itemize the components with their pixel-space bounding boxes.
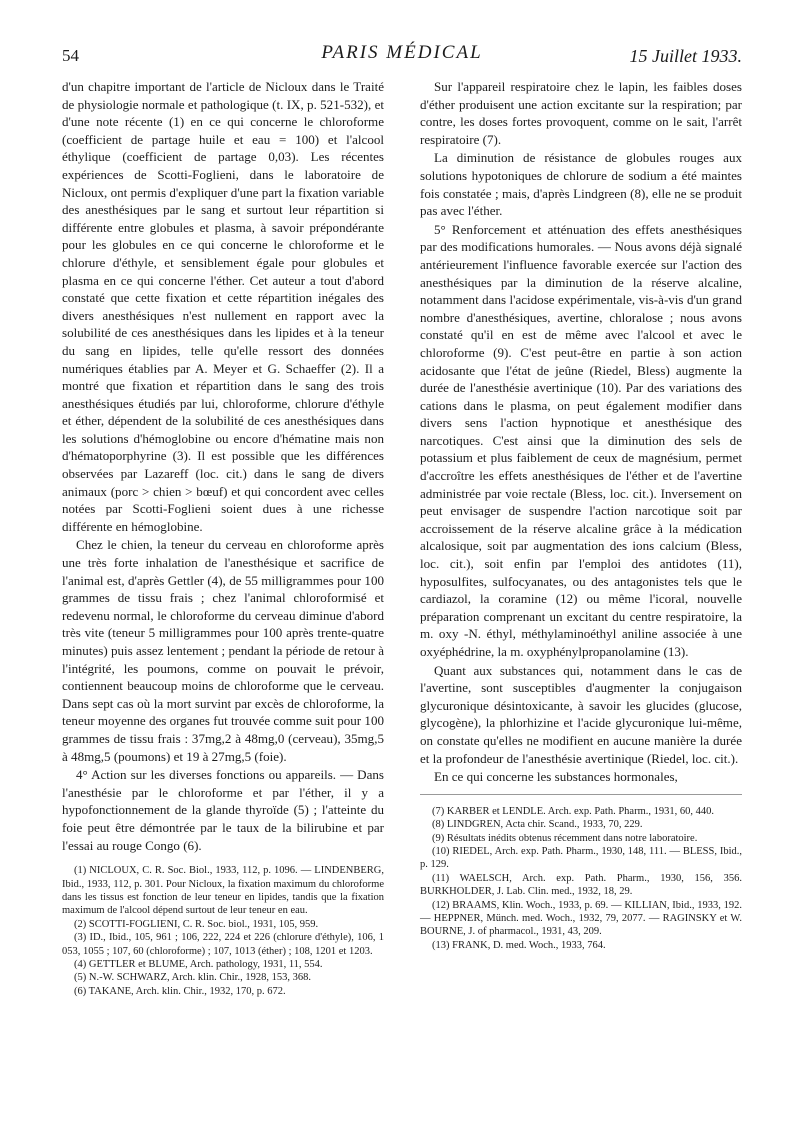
- footnote: (1) NICLOUX, C. R. Soc. Biol., 1933, 112, p. 1096. — LINDENBERG, Ibid., 1933, 112, p. 301. Pour Nicloux, la fixation maximum du chloroforme dans les tissus est fonction de leur teneur en lipides, tandis que la fixation maximum de l'alcool dépend surtout de leur teneur en eau.: [62, 865, 384, 917]
- footnote: (11) WAELSCH, Arch. exp. Path. Pharm., 1930, 156, 356. BURKHOLDER, J. Lab. Clin. med., 1932, 18, 29.: [420, 872, 742, 898]
- footnote: (2) SCOTTI-FOGLIENI, C. R. Soc. biol., 1931, 105, 959.: [74, 918, 319, 930]
- journal-title: PARIS MÉDICAL: [321, 42, 483, 63]
- footnote: (13) FRANK, D. med. Woch., 1933, 764.: [432, 939, 606, 951]
- paragraph: 5° Renforcement et atténuation des effets anesthésiques par des modifications humorales. — Nous avons déjà signalé antérieurement l'influence favorable exercée sur l'action des anesthésiques par la diminution de la réserve alcaline, notamment dans l'acidose expérimentale, vis-à-vis d'un grand nombre d'anesthésiques, avertine, chloralose ; nous avons constaté qu'il en est de même avec l'alcool et avec le chloroforme (9). C'est peut-être en partie à son action acidosante que l'état de jeûne (Riedel, Bless) augmente la durée de l'anesthésie avertinique (10). Par des variations des cations dans le plasma, on peut également modifier dans divers sens l'action hypnotique et anesthésique des narcotiques. C'est ainsi que la diminution des sels de potassium et plus faiblement de ceux de magnésium, permet d'accroître les effets anesthésiques de l'éther et de l'avertine administrée par voie rectale (Bless, loc. cit.). Inversement on peut envisager de suspendre l'action narcotique soit par accroissement de la réserve alcaline grâce à la médication alcalosique, soit par augmentation des ions calcium (Bless, loc. cit.), soit enfin par l'emploi des antidotes (11), hyposulfites, sulfocyanates, ou des antagonistes tels que le cardiazol, la coramine (12) ou même l'icoral, nouvelle préparation comprenant un excitant du centre respiratoire, la m. oxy -N. éthyl, méthylaminoéthyl aniline associée à une oxyéphédrine, la m. oxyphénylpropanolamine (13).: [420, 221, 742, 659]
- journal-page: [62, 36, 742, 1116]
- issue-date: 15 Juillet 1933.: [629, 46, 742, 66]
- footnote: (7) KARBER et LENDLE. Arch. exp. Path. Pharm., 1931, 60, 440.: [432, 805, 715, 817]
- paragraph: 4° Action sur les diverses fonctions ou appareils. — Dans l'anesthésie par le chloroforme et par l'éther, il y a hypofonctionnement de la glande thyroïde (5) ; l'atteinte du foie peut être démontrée par le taux de la bilirubine et par l'essai au rouge Congo (6).: [62, 767, 384, 853]
- footnote: (3) ID., Ibid., 105, 961 ; 106, 222, 224 et 226 (chlorure d'éthyle), 106, 1 053, 1055 ; 107, 60 (chloroforme) ; 107, 1013 (éther) ; 108, 1201 et 1203.: [62, 932, 384, 957]
- paragraph: En ce qui concerne les substances hormonales,: [434, 769, 678, 785]
- paragraph: Sur l'appareil respiratoire chez le lapin, les faibles doses d'éther produisent une action excitante sur la respiration; par contre, les doses fortes provoquent, comme on le sait, l'arrêt respiratoire (7).: [420, 79, 742, 147]
- footnotes-left: [62, 864, 384, 998]
- footnote: (8) LINDGREN, Acta chir. Scand., 1933, 70, 229.: [432, 819, 643, 831]
- paragraph: Quant aux substances qui, notamment dans le cas de l'avertine, sont susceptibles d'augmenter la conjugaison glycuronique désintoxicante, à savoir les glucides (glucose, glycogène), la phlorhizine et l'acide glycuronique lui-même, on constate qu'elles ne modifient en aucune manière la durée et la profondeur de l'anesthésie avertinique (Riedel, loc. cit.).: [420, 662, 742, 766]
- footnote: (5) N.-W. SCHWARZ, Arch. klin. Chir., 1928, 153, 368.: [74, 972, 312, 984]
- running-header: [62, 36, 742, 70]
- paragraph: d'un chapitre important de l'article de Nicloux dans le Traité de physiologie normale et pathologique (t. IX, p. 521-532), et d'une note récente (1) en ce qui concerne le chloroforme (coefficient de partage huile et eau = 100) et l'alcool éthylique (coefficient de partage 0,03). Les récentes expériences de Scotti-Foglieni, dans le laboratoire de Nicloux, ont permis d'expliquer d'une part la fixation variable des anesthésiques par le sang et surtout leur répartition si différente entre globules et plasma, à savoir prépondérante pour les globules en ce qui concerne le chloroforme et le chlorure d'éthyle, et sensiblement égale pour globules et plasma en ce qui concerne l'éther. Cet auteur a tout d'abord constaté que cette fixation et cette répartition inégales des divers anesthésiques n'est nullement en rapport avec la solubilité de ces anesthésiques dans les lipides et à la teneur du sang en lipides, telle qu'elle ressort des données numériques établies par A. Meyer et G. Schaeffer (2). Il a montré que fixation et répartition dans le sang des trois anesthésiques étudiés par lui, chloroforme, chlorure d'éthyle et éther, dépendent de la solubilité de ces anesthésiques dans les solutions d'hémoglobine ou encore d'hématine mais non d'hématoporphyrine (3). Il est possible que les différences observées par Lazareff (loc. cit.) dans le sang de divers animaux (porc > chien > bœuf) et qui concordent avec celles notées par Scotti-Foglieni soient dues à une richesse différente en hémoglobine.: [62, 79, 384, 534]
- footnote: (12) BRAAMS, Klin. Woch., 1933, p. 69. — KILLIAN, Ibid., 1933, 192. — HEPPNER, Münch. med. Woch., 1932, 79, 2077. — RAGINSKY et W. BOURNE, J. of pharmacol., 1931, 43, 209.: [420, 899, 742, 938]
- footnote-divider: [420, 794, 742, 795]
- right-column: [420, 78, 742, 952]
- footnotes-right: [420, 805, 742, 952]
- page-number: 54: [62, 46, 79, 65]
- paragraph: La diminution de résistance de globules rouges aux solutions hypotoniques de chlorure de sodium a été maintes fois constatée ; mais, d'après Lindgreen (8), elle ne se produit pas avec l'éther.: [420, 150, 742, 219]
- footnote: (6) TAKANE, Arch. klin. Chir., 1932, 170, p. 672.: [74, 985, 286, 997]
- left-column: [62, 78, 384, 998]
- footnote: (9) Résultats inédits obtenus récemment dans notre laboratoire.: [432, 832, 698, 844]
- footnote: (4) GETTLER et BLUME, Arch. pathology, 1931, 11, 554.: [74, 958, 323, 970]
- paragraph: Chez le chien, la teneur du cerveau en chloroforme après une très forte inhalation de l'anesthésique et sacrifice de l'animal est, d'après Gettler (4), de 55 milligrammes pour 100 grammes de tissu frais ; chez l'animal chloroformisé et redevenu normal, le chloroforme du cerveau diminue d'abord très vite (teneur 5 milligrammes pour 100 après trente-quatre minutes) puis assez lentement ; pendant la période de retour à l'intégrité, les poumons, comme on pouvait le prévoir, contiennent beaucoup moins de chloroforme que le cerveau. Dans sept cas où la mort survint par excès de chloroforme, la teneur moyenne des organes fut trouvée comme suit pour 100 grammes de tissu frais : 37mg,2 à 48mg,0 (cerveau), 35mg,5 à 48mg,5 (poumons) et 19 à 27mg,5 (foie).: [62, 537, 384, 764]
- footnote: (10) RIEDEL, Arch. exp. Path. Pharm., 1930, 148, 111. — BLESS, Ibid., p. 129.: [420, 845, 742, 871]
